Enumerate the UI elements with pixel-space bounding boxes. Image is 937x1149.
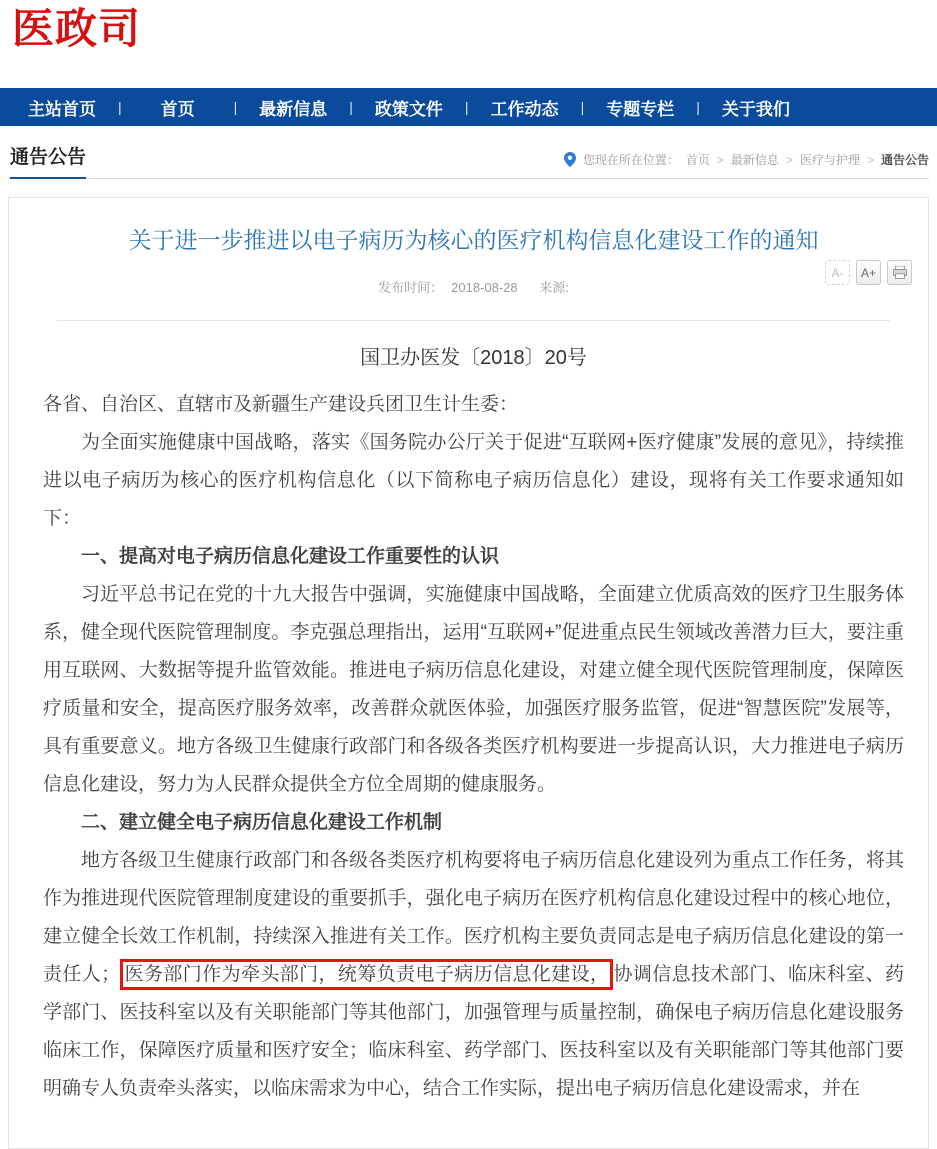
font-smaller-button[interactable]: A- bbox=[825, 260, 850, 285]
paragraph-text: 各省、自治区、直辖市及新疆生产建设兵团卫生计生委： bbox=[43, 394, 519, 416]
paragraph-1 bbox=[43, 424, 904, 538]
paragraph-text: 地方各级卫生健康行政部门和各级各类医疗机构要将电子病历信息化建设列为重点工作任务，将其作为推进现代医院管理制度建设的重要抓手，强化电子病历在医疗机构信息化建设过程中的核心地位，建立健全长效工作机制，持续深入推进有关工作。医疗机构主要负责同志是电子病历信息化建设的第一责任人； bbox=[43, 850, 904, 986]
article-tools bbox=[825, 260, 912, 285]
article-body bbox=[43, 386, 904, 1108]
nav-item-5[interactable]: 专题专栏 bbox=[606, 99, 675, 119]
section-row bbox=[8, 142, 929, 179]
breadcrumb-item-1[interactable]: 最新信息 bbox=[730, 153, 779, 167]
breadcrumb-separator: > bbox=[866, 152, 874, 167]
nav-item-3[interactable]: 政策文件 bbox=[374, 99, 443, 119]
nav-separator: | bbox=[464, 99, 469, 115]
location-pin-icon bbox=[564, 152, 576, 167]
breadcrumb-prefix: 您现在所在位置： bbox=[582, 153, 679, 167]
nav-separator: | bbox=[349, 99, 353, 115]
highlight-box: 医务部门作为牵头部门，统筹负责电子病历信息化建设， bbox=[120, 959, 613, 990]
breadcrumb bbox=[564, 151, 929, 178]
paragraph-text: 二、建立健全电子病历信息化建设工作机制 bbox=[81, 812, 443, 834]
paragraph-0 bbox=[43, 386, 904, 424]
article-container bbox=[8, 197, 929, 1149]
nav-item-2[interactable]: 最新信息 bbox=[259, 99, 328, 119]
nav-separator: | bbox=[233, 99, 238, 115]
paragraph-text: 为全面实施健康中国战略，落实《国务院办公厅关于促进“互联网+医疗健康”发展的意见》，持续推进以电子病历为核心的医疗机构信息化（以下简称电子病历信息化）建设，现将有关工作要求通知如下： bbox=[43, 432, 904, 530]
nav-separator: | bbox=[696, 99, 700, 115]
paragraph-5 bbox=[43, 842, 904, 1108]
site-logo[interactable]: 医政司 bbox=[12, 5, 142, 52]
breadcrumb-separator: > bbox=[785, 152, 793, 167]
nav-separator: | bbox=[118, 99, 122, 115]
paragraph-2 bbox=[43, 538, 904, 576]
source-label: 来源: bbox=[539, 280, 569, 296]
breadcrumb-item-0[interactable]: 首页 bbox=[685, 153, 710, 167]
nav-item-6[interactable]: 关于我们 bbox=[721, 99, 790, 119]
paragraph-text: 协调信息技术部门、临床科室、药学部门、医技科室以及有关职能部门等其他部门，加强管理与质量控制，确保电子病历信息化建设服务临床工作，保障医疗质量和医疗安全；临床科室、药学部门、医技科室以及有关职能部门等其他部门要明确专人负责牵头落实，以临床需求为中心，结合工作实际，提出电子病历信息化建设需求，并在 bbox=[43, 964, 904, 1100]
section-title: 通告公告 bbox=[10, 142, 86, 179]
nav-item-0[interactable]: 主站首页 bbox=[28, 99, 96, 119]
article-title: 关于进一步推进以电子病历为核心的医疗机构信息化建设工作的通知 bbox=[128, 227, 819, 253]
font-larger-button[interactable]: A+ bbox=[856, 260, 881, 285]
nav-separator: | bbox=[580, 99, 585, 115]
paragraph-3 bbox=[43, 576, 904, 804]
meta-divider bbox=[57, 320, 890, 321]
article-meta bbox=[43, 277, 904, 296]
publish-date: 2018-08-28 bbox=[451, 280, 518, 296]
breadcrumb-item-2[interactable]: 医疗与护理 bbox=[799, 153, 860, 167]
print-button[interactable] bbox=[887, 260, 912, 285]
main-nav bbox=[0, 88, 937, 126]
document-number: 国卫办医发〔2018〕20号 bbox=[360, 347, 587, 370]
breadcrumb-item-3[interactable]: 通告公告 bbox=[880, 153, 929, 167]
site-header bbox=[0, 0, 937, 88]
nav-item-4[interactable]: 工作动态 bbox=[490, 99, 559, 119]
paragraph-4 bbox=[43, 804, 904, 842]
breadcrumb-separator: > bbox=[716, 152, 724, 167]
paragraph-text: 一、提高对电子病历信息化建设工作重要性的认识 bbox=[81, 546, 500, 568]
nav-item-1[interactable]: 首页 bbox=[160, 99, 195, 119]
publish-time-label: 发布时间： bbox=[378, 280, 444, 296]
printer-icon bbox=[893, 266, 907, 279]
paragraph-text: 习近平总书记在党的十九大报告中强调，实施健康中国战略，全面建立优质高效的医疗卫生服务体系，健全现代医院管理制度。李克强总理指出，运用“互联网+”促进重点民生领域改善潜力巨大，要注重用互联网、大数据等提升监管效能。推进电子病历信息化建设，对建立健全现代医院管理制度，保障医疗质量和安全，提高医疗服务效率，改善群众就医体验，加强医疗服务监管，促进“智慧医院”发展等，具有重要意义。地方各级卫生健康行政部门和各级各类医疗机构要进一步提高认识，大力推进电子病历信息化建设，努力为人民群众提供全方位全周期的健康服务。 bbox=[43, 584, 904, 796]
